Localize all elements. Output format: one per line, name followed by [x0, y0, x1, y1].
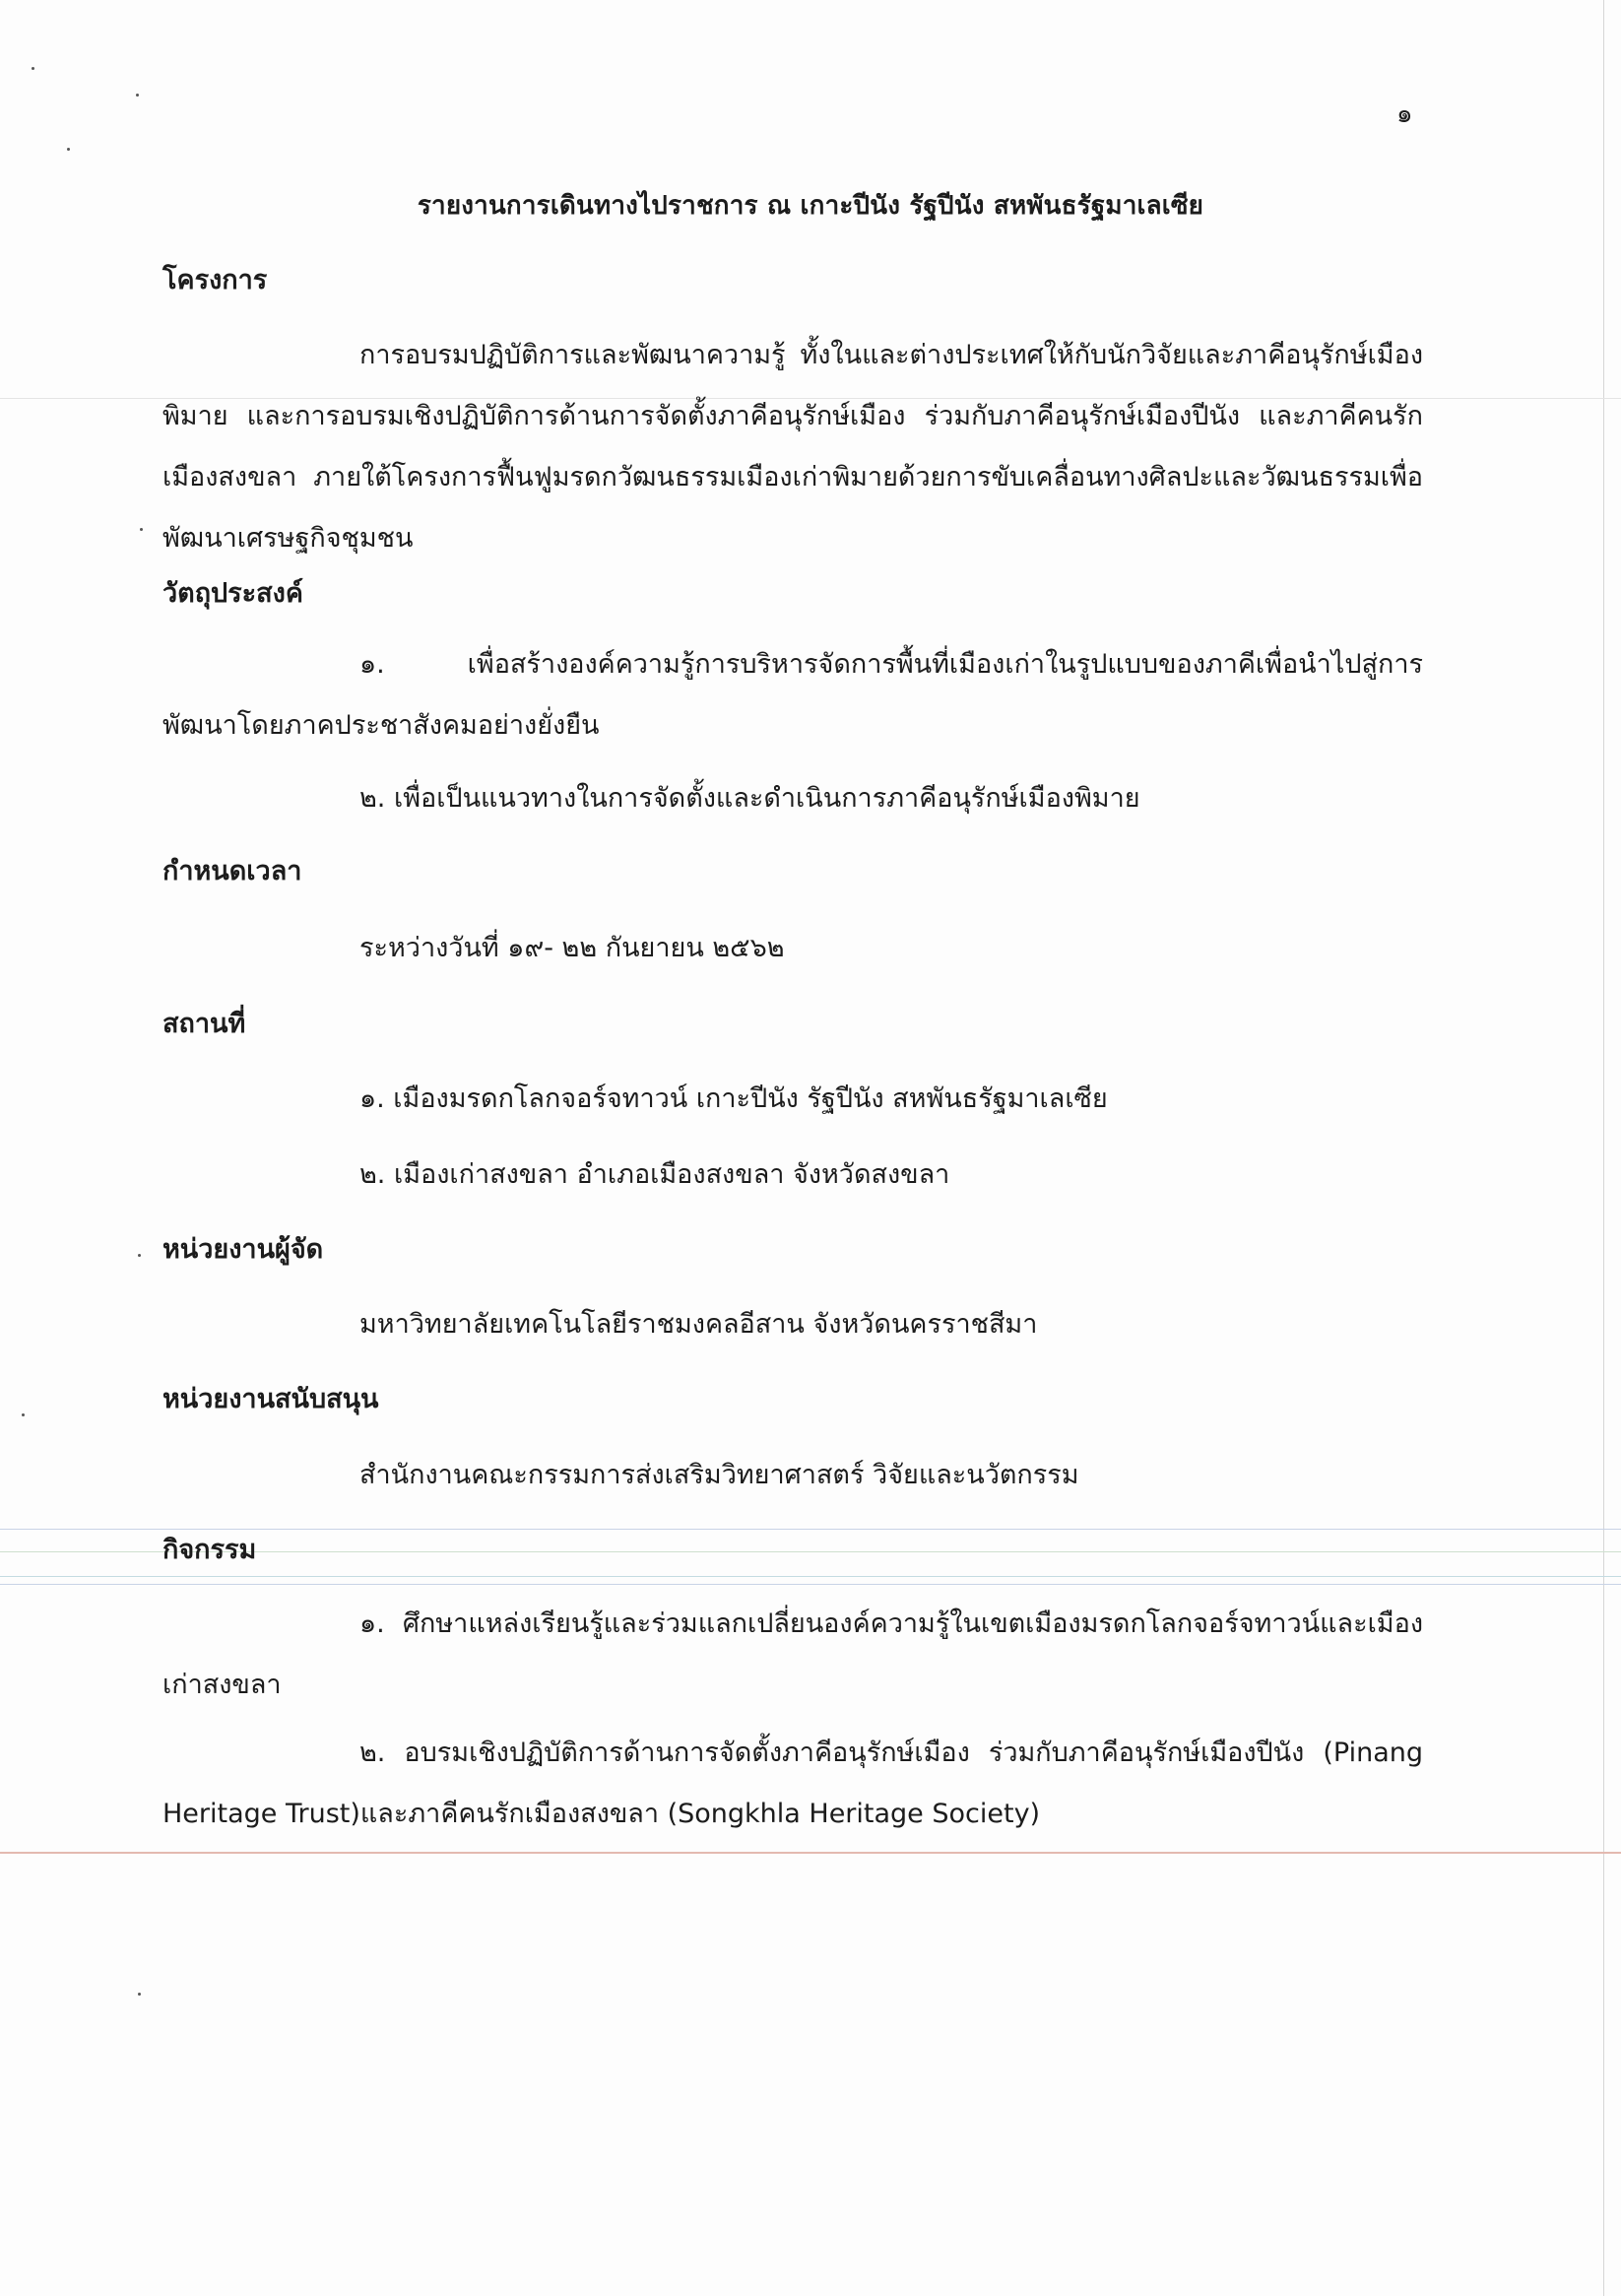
page-number: ๑ [1396, 99, 1413, 129]
scan-line [0, 1576, 1621, 1577]
section-heading-schedule: กำหนดเวลา [162, 856, 302, 886]
section-heading-objectives: วัตถุประสงค์ [162, 578, 303, 609]
objective-item: ๒. เพื่อเป็นแนวทางในการจัดตั้งและดำเนินการภาคีอนุรักษ์เมืองพิมาย [359, 783, 1140, 814]
scan-speck [22, 1413, 25, 1416]
scan-line [0, 1852, 1621, 1854]
activity-item: ๒. อบรมเชิงปฏิบัติการด้านการจัดตั้งภาคีอนุรักษ์เมือง ร่วมกับภาคีอนุรักษ์เมืองปีนัง (Pinang Heritage Trust)และภาคีคนรักเมืองสงขลา (Songkhla Heritage Society) [162, 1738, 1423, 1829]
sponsor-name: สำนักงานคณะกรรมการส่งเสริมวิทยาศาสตร์ วิจัยและนวัตกรรม [359, 1460, 1079, 1490]
venue-item: ๑. เมืองมรดกโลกจอร์จทาวน์ เกาะปีนัง รัฐปีนัง สหพันธรัฐมาเลเซีย [359, 1083, 1108, 1114]
project-description: การอบรมปฏิบัติการและพัฒนาความรู้ ทั้งในและต่างประเทศให้กับนักวิจัยและภาคีอนุรักษ์เมืองพิมาย และการอบรมเชิงปฏิบัติการด้านการจัดตั้งภาคีอนุรักษ์เมือง ร่วมกับภาคีอนุรักษ์เมืองปีนัง และภาคีคนรักเมืองสงขลา ภายใต้โครงการฟื้นฟูมรดกวัฒนธรรมเมืองเก่าพิมายด้วยการขับเคลื่อนทางศิลปะและวัฒนธรรมเพื่อพัฒนาเศรษฐกิจชุมชน [162, 340, 1423, 554]
scan-edge-line [1603, 0, 1604, 2296]
section-heading-activities: กิจกรรม [162, 1535, 257, 1565]
objective-item: ๑. เพื่อสร้างองค์ความรู้การบริหารจัดการพื้นที่เมืองเก่าในรูปแบบของภาคีเพื่อนำไปสู่การพัฒนาโดยภาคประชาสังคมอย่างยั่งยืน [162, 649, 1423, 741]
scan-line [0, 1584, 1621, 1585]
section-heading-venue: สถานที่ [162, 1009, 246, 1039]
section-heading-organizer: หน่วยงานผู้จัด [162, 1234, 324, 1265]
scan-speck [140, 528, 143, 531]
scan-speck [138, 1993, 141, 1996]
activity-item: ๑. ศึกษาแหล่งเรียนรู้และร่วมแลกเปลี่ยนองค์ความรู้ในเขตเมืองมรดกโลกจอร์จทาวน์และเมืองเก่าสงขลา [162, 1608, 1423, 1700]
venue-item: ๒. เมืองเก่าสงขลา อำเภอเมืองสงขลา จังหวัดสงขลา [359, 1159, 950, 1190]
scan-speck [32, 67, 34, 70]
scan-speck [67, 148, 70, 151]
scan-speck [136, 94, 139, 97]
section-heading-project: โครงการ [162, 265, 268, 295]
section-heading-sponsor: หน่วยงานสนับสนุน [162, 1384, 379, 1414]
organizer-name: มหาวิทยาลัยเทคโนโลยีราชมงคลอีสาน จังหวัดนครราชสีมา [359, 1309, 1038, 1340]
scan-speck [138, 1254, 141, 1257]
schedule-dates: ระหว่างวันที่ ๑๙- ๒๒ กันยายน ๒๕๖๒ [359, 933, 785, 963]
document-title: รายงานการเดินทางไปราชการ ณ เกาะปีนัง รัฐปีนัง สหพันธรัฐมาเลเซีย [417, 191, 1204, 221]
